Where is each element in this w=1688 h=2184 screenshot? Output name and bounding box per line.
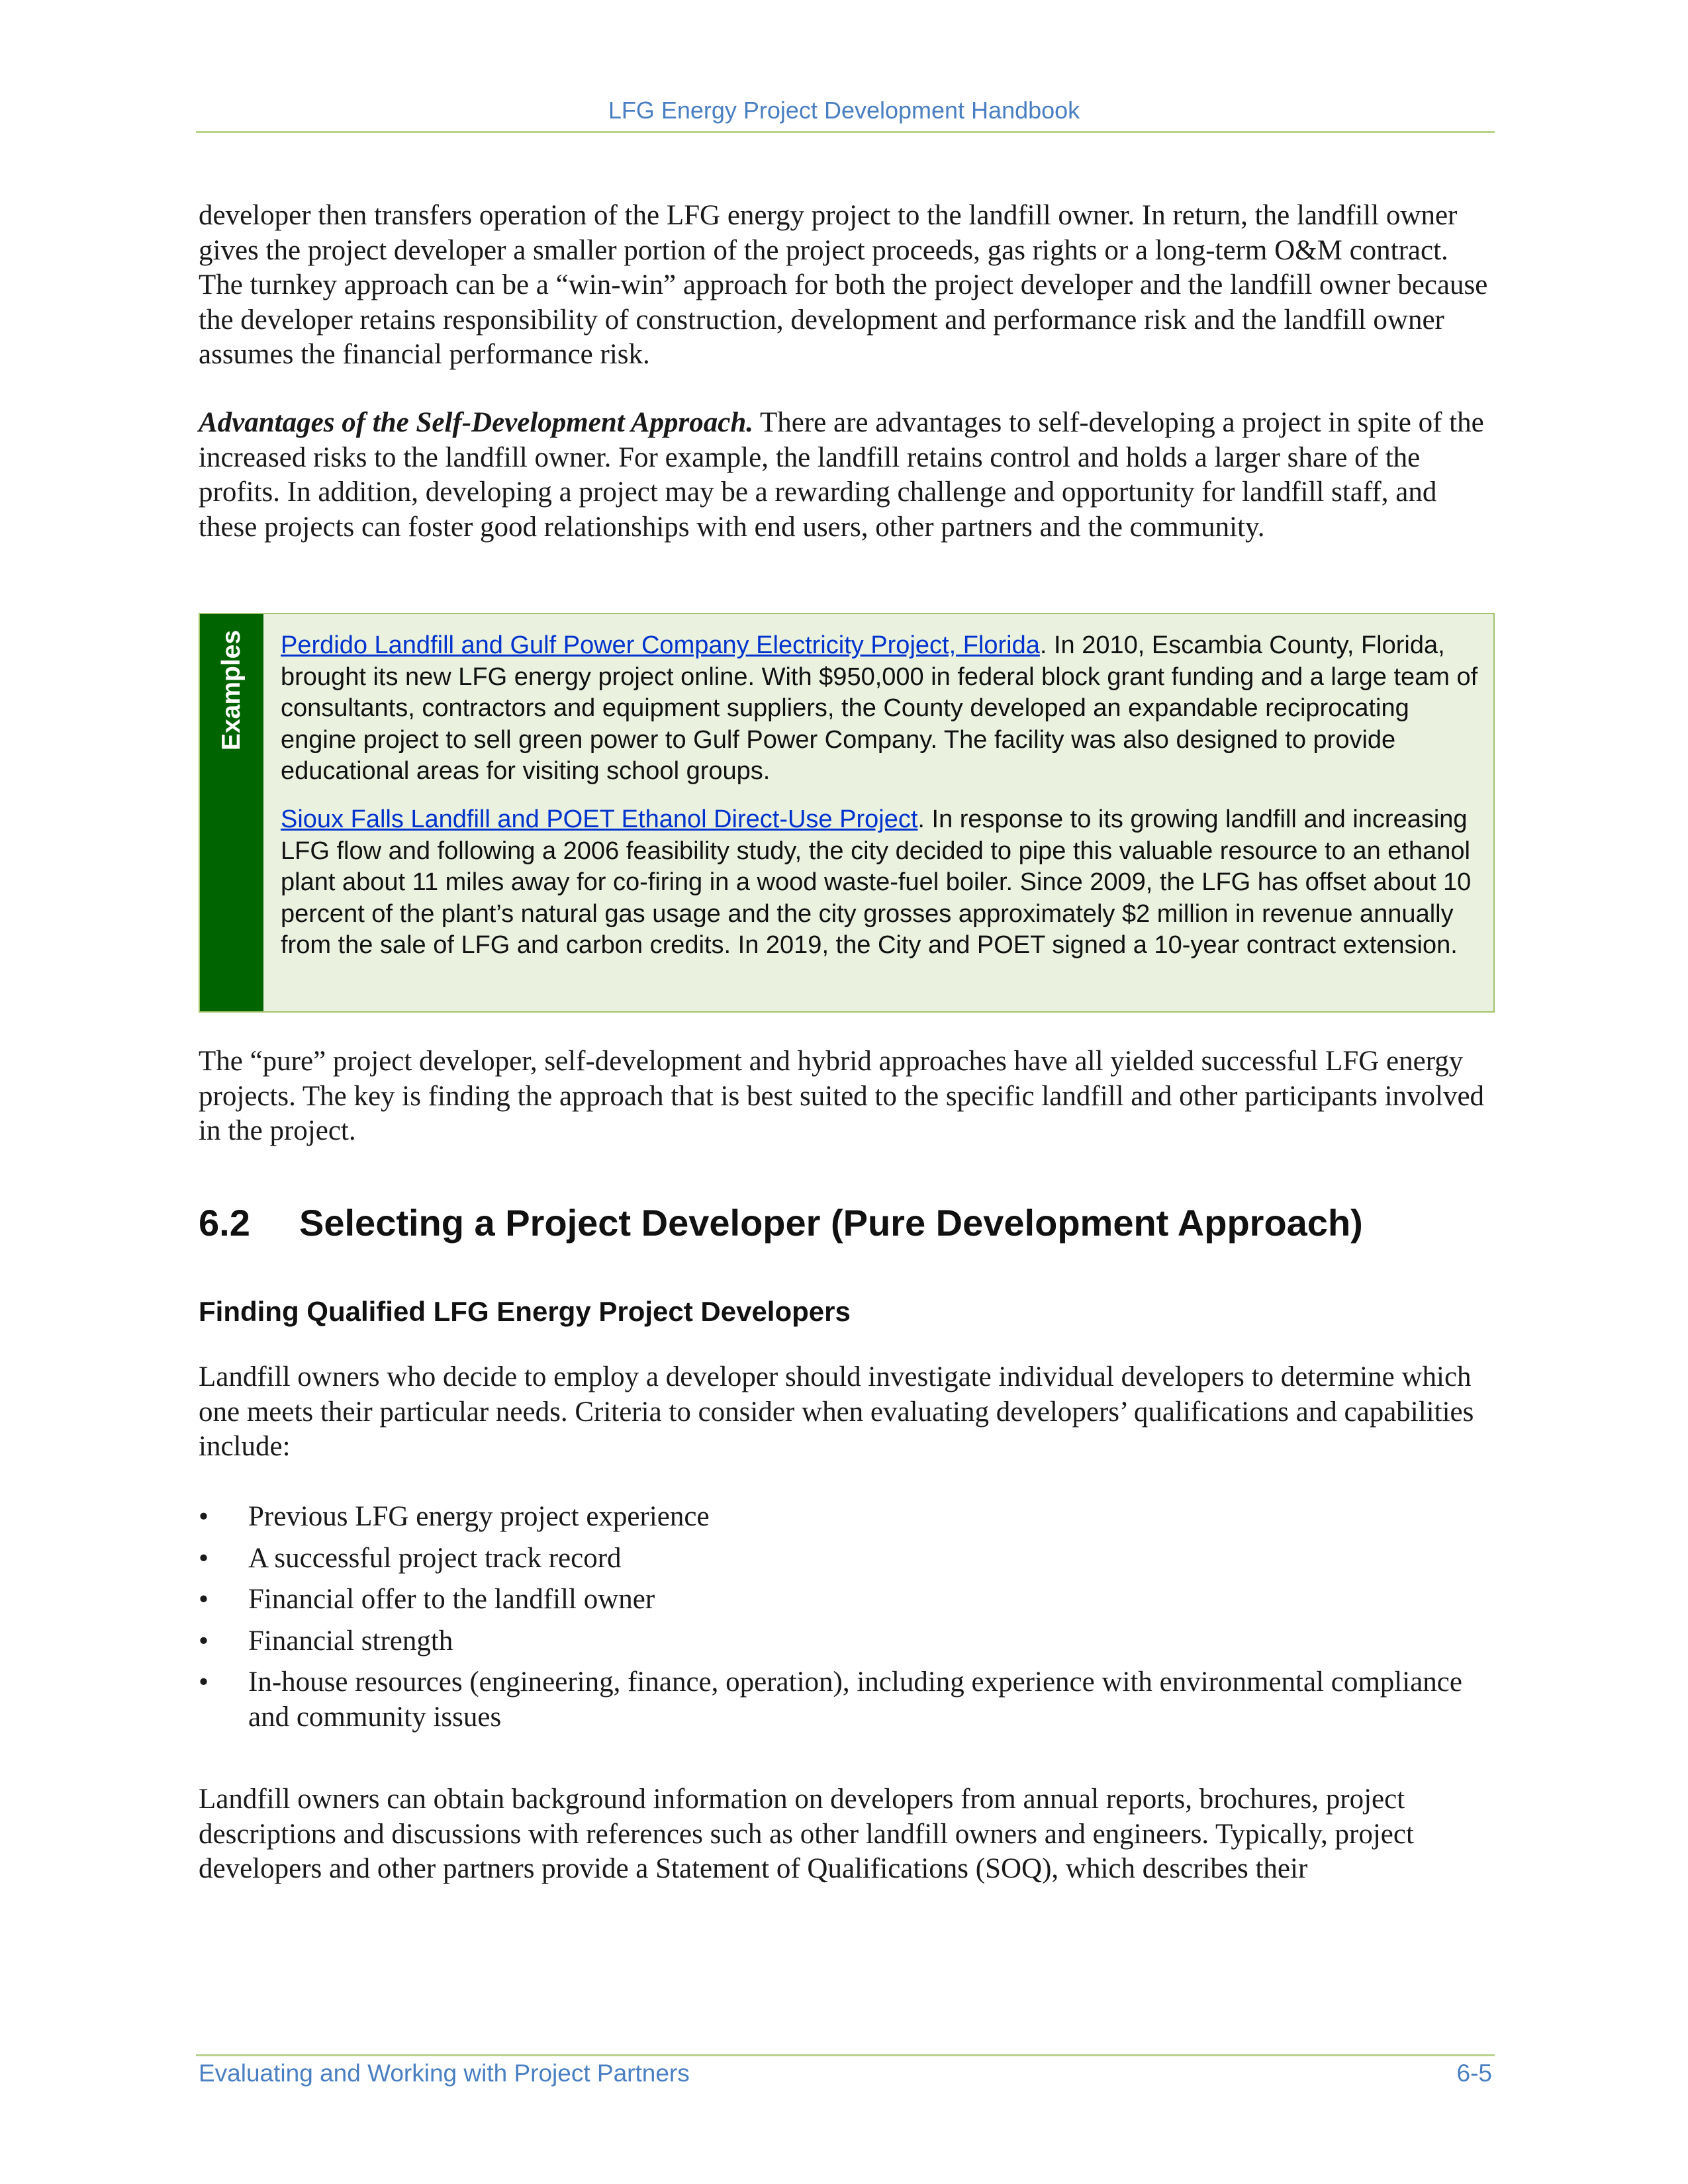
subsection-heading: Finding Qualified LFG Energy Project Developers <box>199 1296 851 1327</box>
paragraph-turnkey-approach: developer then transfers operation of the LFG energy project to the landfill owner. In return, the landfill owner gives the project developer a smaller portion of the project proceeds, gas rights or a long-term O&M contract. The turnkey approach can be a “win-win” approach for both the project developer and the landfill owner because the developer retains responsibility of construction, development and performance risk and the landfill owner assumes the financial performance risk. <box>199 200 1488 370</box>
list-item-text: A successful project track record <box>248 1542 622 1574</box>
bullet-icon: • <box>199 1542 209 1574</box>
examples-callout <box>199 613 1495 1013</box>
bullet-icon: • <box>199 1666 209 1698</box>
paragraph-self-development-advantages <box>199 406 1496 545</box>
paragraph-background-information: Landfill owners can obtain background information on developers from annual reports, brochures, project descriptions and discussions with references such as other landfill owners and engineers. Typically, project developers and other partners provide a Statement of Qualifications (SOQ), which describes their <box>199 1784 1414 1884</box>
list-item <box>199 1582 1496 1617</box>
paragraph-lead-in: Advantages of the Self-Development Approach. <box>199 407 754 438</box>
example-description: . In response to its growing landfill and increasing LFG flow and following a 2006 feasibility study, the city decided to pipe this valuable resource to an ethanol plant about 11 miles away for co-firing in a wood waste-fuel boiler. Since 2009, the LFG has offset about 10 percent of the plant’s natural gas usage and the city grosses approximately $2 million in revenue annually from the sale of LFG and carbon credits. In 2019, the City and POET signed a 10-year contract extension. <box>281 805 1472 959</box>
paragraph-developer-criteria-intro: Landfill owners who decide to employ a developer should investigate individual developers to determine which one meets their particular needs. Criteria to consider when evaluating developers’ qualifications and capabilities include: <box>199 1361 1474 1462</box>
examples-label: Examples <box>217 629 246 751</box>
running-header: LFG Energy Project Development Handbook <box>608 97 1080 124</box>
list-item <box>199 1665 1496 1735</box>
footer-divider <box>196 2054 1495 2056</box>
bullet-icon: • <box>199 1501 209 1532</box>
section-heading <box>199 1201 1363 1244</box>
section-number: 6.2 <box>199 1202 250 1244</box>
list-item-text: Financial strength <box>248 1625 453 1657</box>
list-item <box>199 1624 1496 1659</box>
bullet-icon: • <box>199 1584 209 1615</box>
criteria-list <box>199 1500 1496 1741</box>
examples-tab <box>200 614 263 1011</box>
paragraph-body: There are advantages to self-developing a project in spite of the increased risks to the landfill owner. For example, the landfill retains control and holds a larger share of the profits. In addition, developing a project may be a rewarding challenge and opportunity for landfill staff, and these projects can foster good relationships with end users, other partners and the community. <box>199 407 1484 543</box>
list-item-text: Previous LFG energy project experience <box>248 1501 710 1532</box>
example-link-perdido[interactable]: Perdido Landfill and Gulf Power Company Electricity Project, Florida <box>281 631 1040 659</box>
list-item-text: In-house resources (engineering, finance, operation), including experience with environmental compliance and community issues <box>248 1666 1462 1733</box>
list-item <box>199 1541 1496 1576</box>
header-divider <box>196 131 1495 133</box>
section-title: Selecting a Project Developer (Pure Development Approach) <box>299 1202 1363 1244</box>
example-link-sioux-falls[interactable]: Sioux Falls Landfill and POET Ethanol Direct-Use Project <box>281 805 918 833</box>
list-item-text: Financial offer to the landfill owner <box>248 1584 655 1615</box>
bullet-icon: • <box>199 1625 209 1657</box>
paragraph-approaches-summary: The “pure” project developer, self-development and hybrid approaches have all yielded successful LFG energy projects. The key is finding the approach that is best suited to the specific landfill and other participants involved in the project. <box>199 1046 1485 1146</box>
example-item <box>281 804 1479 962</box>
footer-chapter-title: Evaluating and Working with Project Partners <box>199 2060 690 2087</box>
list-item <box>199 1500 1496 1535</box>
example-description: . In 2010, Escambia County, Florida, brought its new LFG energy project online. With $950,000 in federal block grant funding and a large team of consultants, contractors and equipment suppliers, the County developed an expandable reciprocating engine project to sell green power to Gulf Power Company. The facility was also designed to provide educational areas for visiting school groups. <box>281 631 1478 785</box>
example-item <box>281 630 1479 788</box>
page-number: 6-5 <box>1456 2060 1492 2087</box>
